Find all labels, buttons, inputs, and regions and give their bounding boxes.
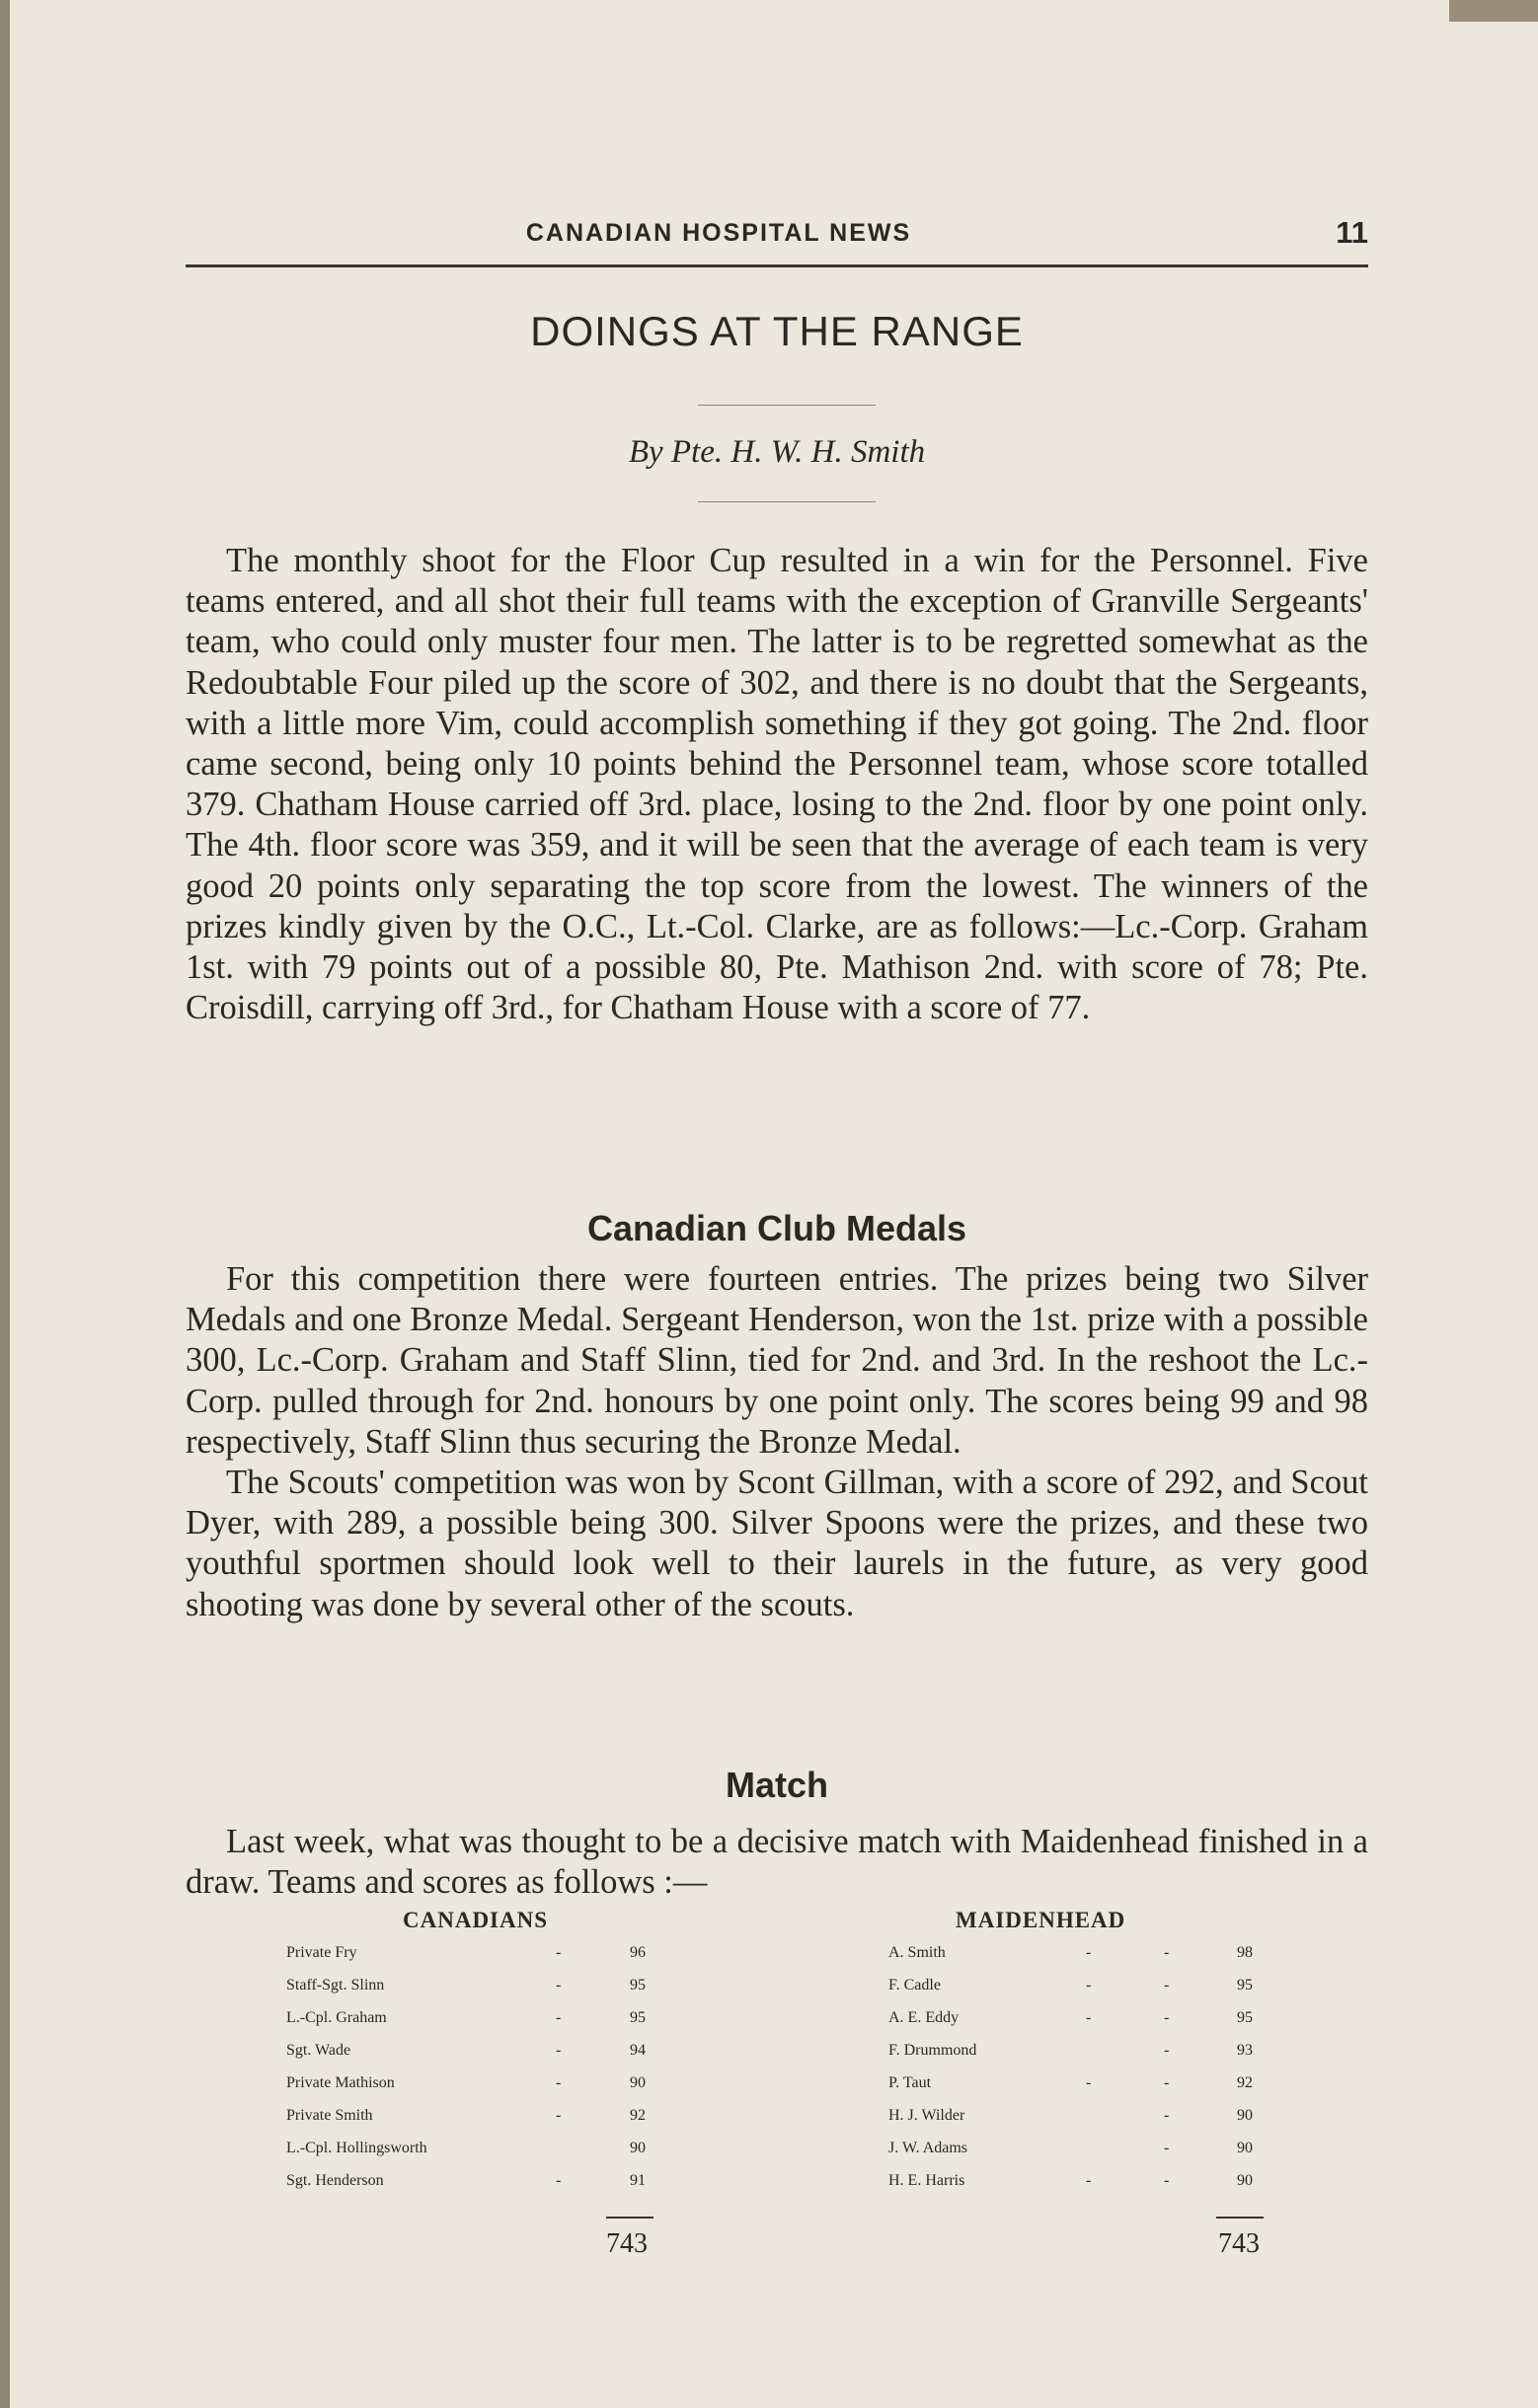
player-score: 90 xyxy=(1237,2140,1253,2156)
match-heading: Match xyxy=(725,1765,828,1805)
intro-paragraph: The monthly shoot for the Floor Cup resulted in a win for the Personnel. Five teams entered, and all shot their full teams with the exception of Granville Sergeants' team, who could only muster four men. The latter is to be regretted somewhat as the Redoubtable Four piled up the score of 302, and there is no doubt that the Sergeants, with a little more Vim, could accomplish something if they got going. The 2nd. floor came second, being only 10 points behind the Personnel team, whose score totalled 379. Chatham House carried off 3rd. place, losing to the 2nd. floor by one point only. The 4th. floor score was 359, and it will be seen that the average of each team is very good 20 points only separating the top score from the lowest. The winners of the prizes kindly given by the O.C., Lt.-Col. Clarke, are as follows:—Lc.-Corp. Graham 1st. with 79 points out of a possible 80, Pte. Mathison 2nd. with score of 78; Pte. Croisdill, carrying off 3rd., for Chatham House with a score of 77. xyxy=(186,542,1368,1027)
dash: - xyxy=(1164,2074,1170,2091)
dash: - xyxy=(1086,2009,1092,2026)
player-name: L.-Cpl. Hollingsworth xyxy=(286,2140,427,2156)
player-name: A. Smith xyxy=(888,1944,946,1961)
page-header xyxy=(186,215,1368,268)
canadians-heading: CANADIANS xyxy=(403,1908,549,1932)
maidenhead-heading: MAIDENHEAD xyxy=(956,1908,1126,1932)
player-name: Sgt. Wade xyxy=(286,2042,351,2059)
player-name: P. Taut xyxy=(888,2074,932,2091)
match-section xyxy=(186,1822,1368,1903)
player-score: 92 xyxy=(630,2107,646,2124)
player-score: 92 xyxy=(1237,2074,1253,2091)
canadians-total-rule xyxy=(606,2217,654,2219)
player-name: Sgt. Henderson xyxy=(286,2172,384,2189)
dash: - xyxy=(1164,2107,1170,2124)
player-name: F. Cadle xyxy=(888,1977,941,1994)
dash: - xyxy=(1164,2172,1170,2189)
running-head: CANADIAN HOSPITAL NEWS xyxy=(525,219,912,247)
player-score: 91 xyxy=(630,2172,646,2189)
dash: - xyxy=(1086,2172,1092,2189)
dash: - xyxy=(556,2074,562,2091)
player-score: 95 xyxy=(1237,1977,1253,1994)
medals-paragraph-2: The Scouts' competition was won by Scont Gillman, with a score of 292, and Scout Dyer, with 289, a possible being 300. Silver Spoons were the prizes, and these two youthful sportmen should look well to their laurels in the future, as very good shooting was done by several other of the scouts. xyxy=(186,1464,1368,1623)
dash: - xyxy=(1086,1944,1092,1961)
byline-divider xyxy=(698,501,876,502)
dash: - xyxy=(556,2172,562,2189)
dash: - xyxy=(1164,2042,1170,2059)
player-name: L.-Cpl. Graham xyxy=(286,2009,387,2026)
player-name: Staff-Sgt. Slinn xyxy=(286,1977,385,1994)
medals-paragraph-1: For this competition there were fourteen entries. The prizes being two Silver Medals and one Bronze Medal. Sergeant Henderson, won the 1st. prize with a possible 300, Lc.-Corp. Graham and Staff Slinn, tied for 2nd. and 3rd. In the reshoot the Lc.-Corp. pulled through for 2nd. honours by one point only. The scores being 99 and 98 respectively, Staff Slinn thus securing the Bronze Medal. xyxy=(186,1260,1368,1461)
dash: - xyxy=(556,1944,562,1961)
player-score: 90 xyxy=(1237,2172,1253,2189)
dash: - xyxy=(1086,1977,1092,1994)
player-score: 96 xyxy=(630,1944,646,1961)
intro-section xyxy=(186,541,1368,1028)
page-number: 11 xyxy=(1336,215,1368,250)
dash: - xyxy=(1164,2009,1170,2026)
player-name: F. Drummond xyxy=(888,2042,977,2059)
dash: - xyxy=(556,2107,562,2124)
player-score: 90 xyxy=(630,2140,646,2156)
player-score: 95 xyxy=(630,2009,646,2026)
medals-section xyxy=(186,1259,1368,1625)
dash: - xyxy=(556,2009,562,2026)
player-name: A. E. Eddy xyxy=(888,2009,960,2026)
dash: - xyxy=(1086,2074,1092,2091)
player-score: 93 xyxy=(1237,2042,1253,2059)
dash: - xyxy=(1164,1944,1170,1961)
player-name: Private Fry xyxy=(286,1944,357,1961)
player-name: H. J. Wilder xyxy=(888,2107,965,2124)
player-name: H. E. Harris xyxy=(888,2172,965,2189)
maidenhead-total: 743 xyxy=(1218,2228,1260,2259)
match-paragraph: Last week, what was thought to be a decisive match with Maidenhead finished in a draw. Teams and scores as follows :— xyxy=(186,1823,1368,1902)
article-title: DOINGS AT THE RANGE xyxy=(530,308,1024,354)
player-score: 95 xyxy=(630,1977,646,1994)
player-score: 94 xyxy=(630,2042,646,2059)
article-byline: By Pte. H. W. H. Smith xyxy=(628,434,926,470)
dash: - xyxy=(1164,1977,1170,1994)
medals-heading: Canadian Club Medals xyxy=(586,1208,967,1248)
player-score: 90 xyxy=(630,2074,646,2091)
player-score: 98 xyxy=(1237,1944,1253,1961)
dash: - xyxy=(556,1977,562,1994)
page xyxy=(10,0,1538,2408)
player-name: Private Mathison xyxy=(286,2074,395,2091)
player-score: 90 xyxy=(1237,2107,1253,2124)
canadians-total: 743 xyxy=(606,2228,648,2259)
dash: - xyxy=(1164,2140,1170,2156)
header-rule xyxy=(186,264,1368,267)
dash: - xyxy=(556,2042,562,2059)
player-name: Private Smith xyxy=(286,2107,373,2124)
page-corner-edge xyxy=(1449,0,1538,22)
player-name: J. W. Adams xyxy=(888,2140,968,2156)
maidenhead-total-rule xyxy=(1216,2217,1264,2219)
player-score: 95 xyxy=(1237,2009,1253,2026)
title-divider xyxy=(698,405,876,406)
